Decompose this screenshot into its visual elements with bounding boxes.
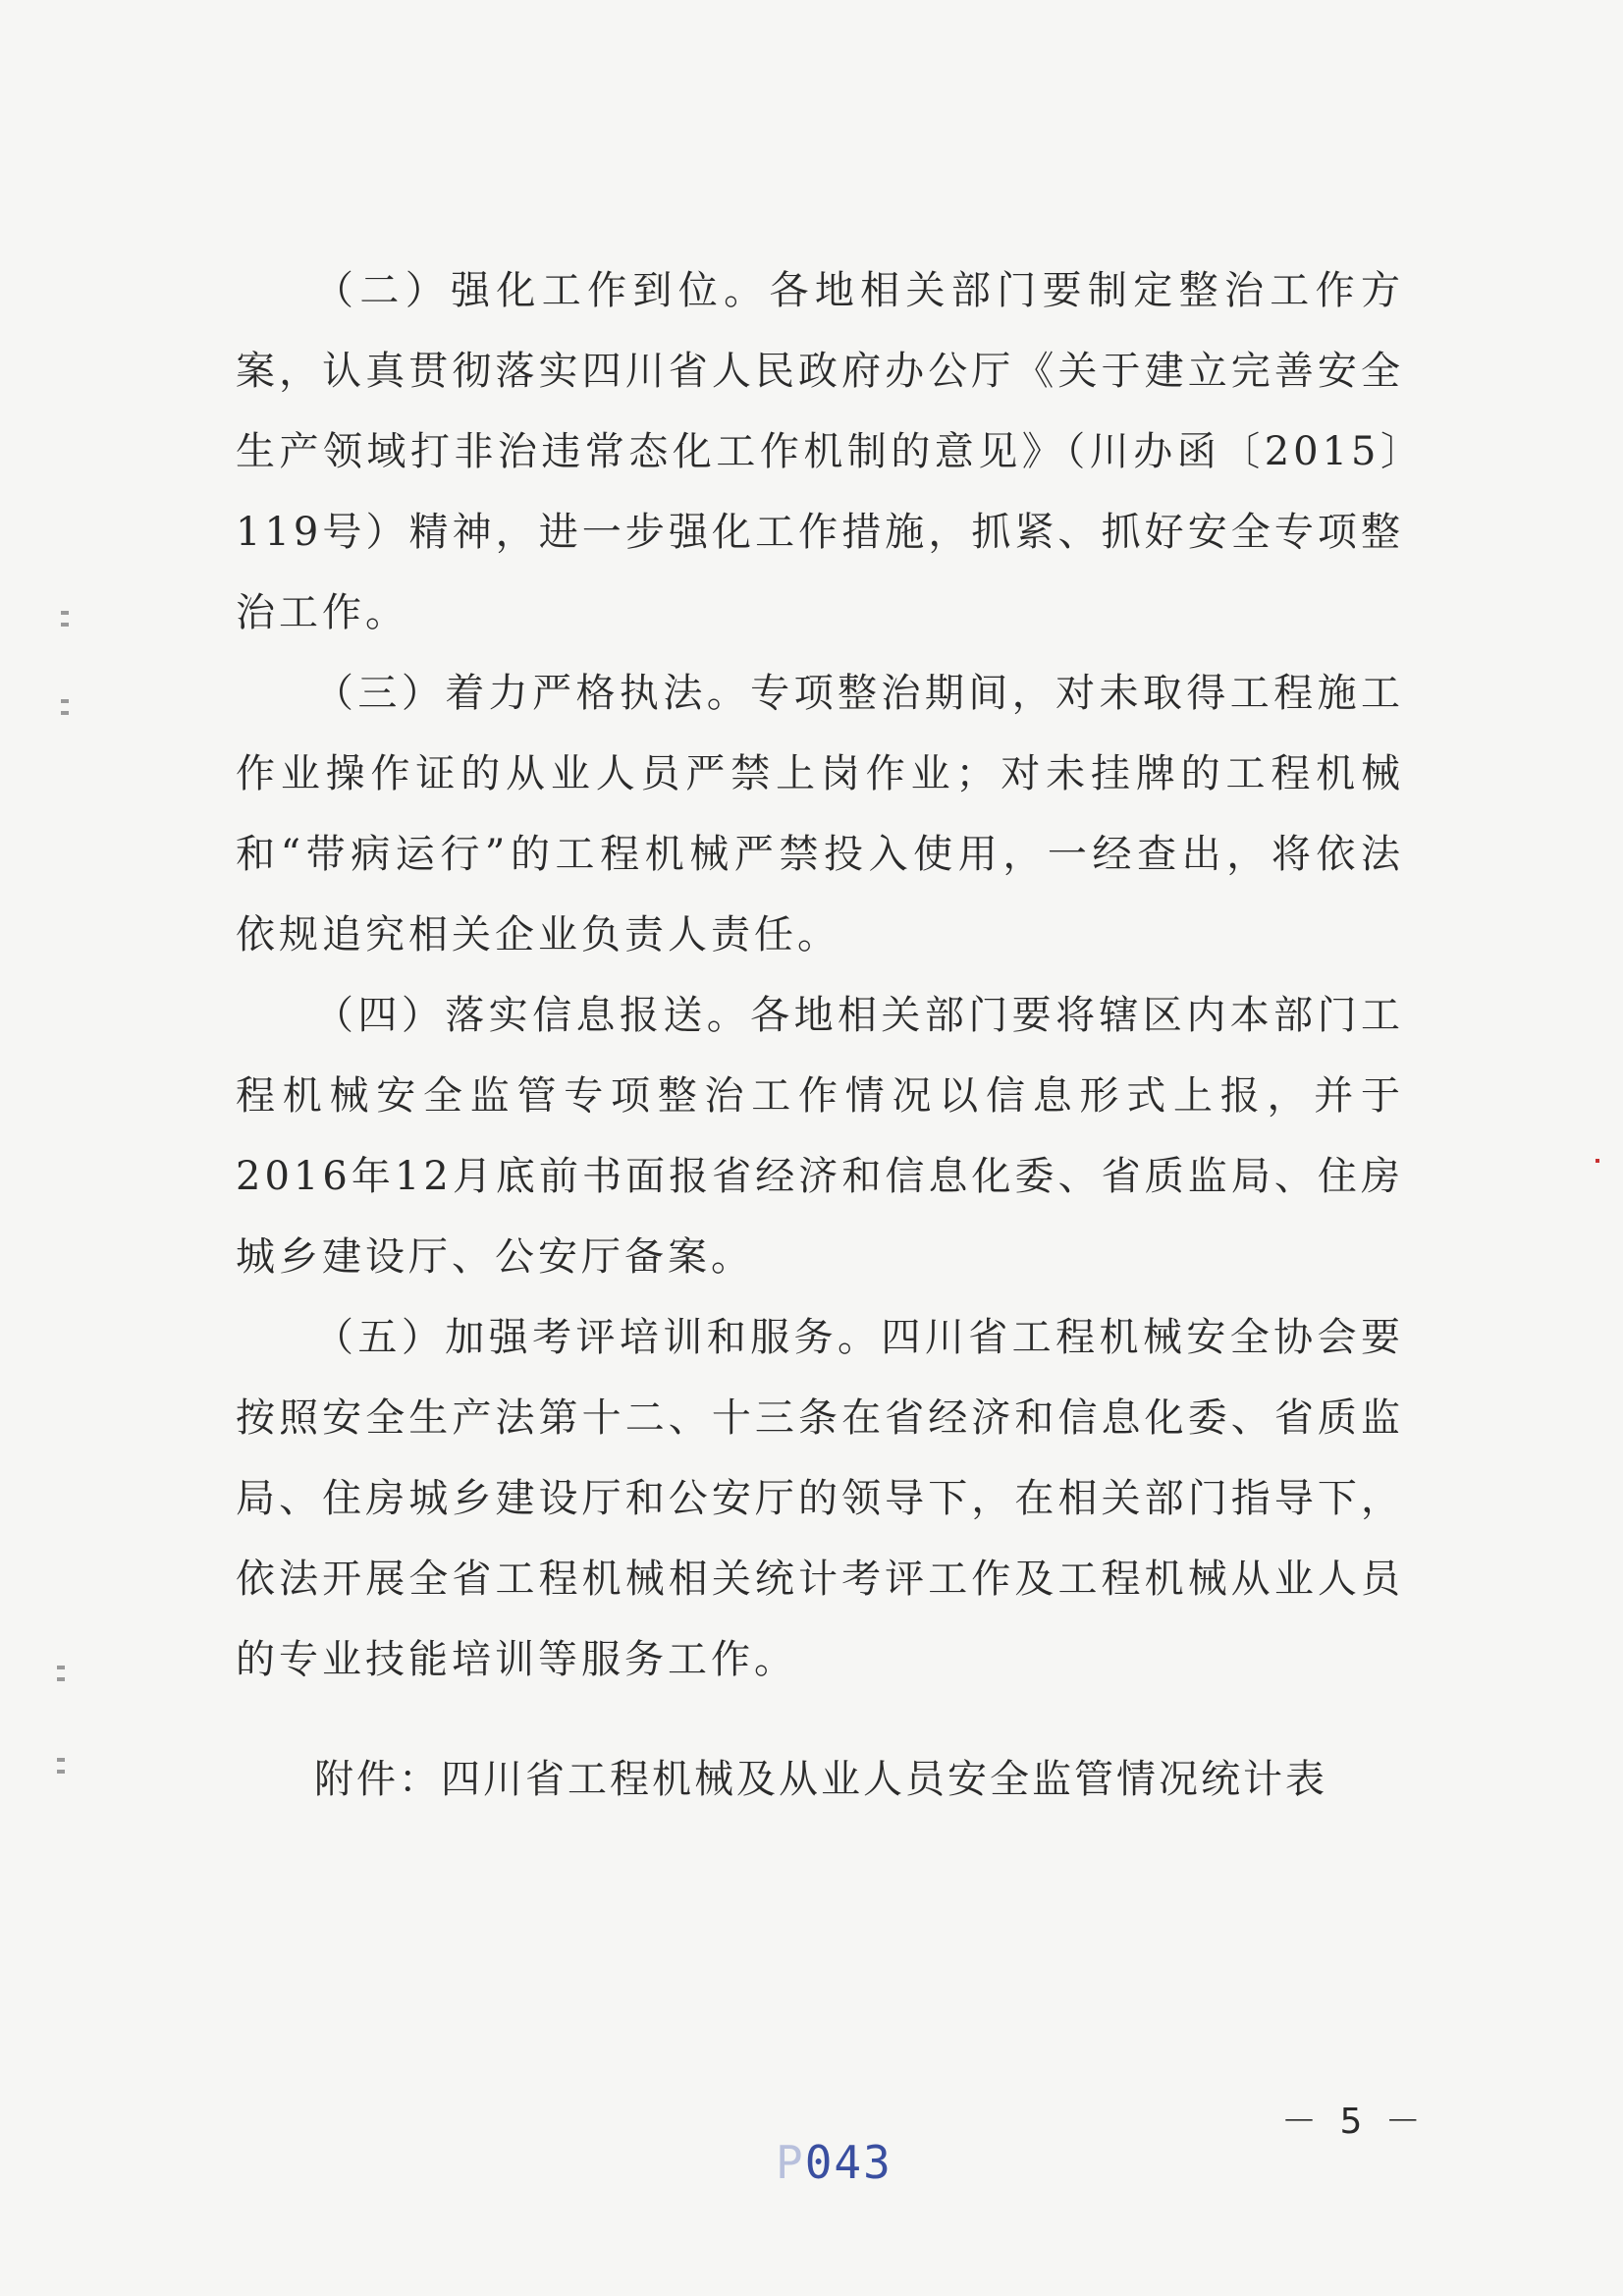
binding-hole-mark xyxy=(61,611,69,615)
paragraph-3 xyxy=(236,653,1404,975)
paragraph-body: 各地相关部门要制定整治工作方案，认真贯彻落实四川省人民政府办公厅《关于建立完善安全生产领域打非治违常态化工作机制的意见》（川办函〔2015〕119号）精神，进一步强化工作措施，抓紧、抓好安全专项整治工作。 xyxy=(236,268,1405,635)
page-number: － 5 － xyxy=(1281,2102,1427,2142)
paragraph-heading: （五）加强考评培训和服务。 xyxy=(314,1315,882,1360)
binding-hole-mark xyxy=(61,711,69,715)
paragraph-body: 四川省工程机械安全协会要按照安全生产法第十二、十三条在省经济和信息化委、省质监局、住房城乡建设厅和公安厅的领导下，在相关部门指导下，依法开展全省工程机械相关统计考评工作及工程机械从业人员的专业技能培训等服务工作。 xyxy=(236,1315,1405,1682)
stamp-prefix: P xyxy=(776,2136,805,2189)
binding-hole-mark xyxy=(57,1666,65,1669)
archive-stamp-number xyxy=(776,2136,893,2189)
attachment-note: 附件：四川省工程机械及从业人员安全监管情况统计表 xyxy=(314,1757,1327,1802)
paragraph-heading: （二）强化工作到位。 xyxy=(314,268,770,313)
paragraph-4 xyxy=(236,975,1404,1297)
paragraph-2 xyxy=(236,250,1404,653)
binding-hole-mark xyxy=(57,1770,65,1774)
paragraph-5 xyxy=(236,1297,1404,1700)
stamp-digits: 043 xyxy=(804,2136,893,2189)
paragraph-heading: （三）着力严格执法。 xyxy=(314,671,751,716)
binding-hole-mark xyxy=(57,1758,65,1762)
paragraph-heading: （四）落实信息报送。 xyxy=(314,993,751,1038)
binding-hole-mark xyxy=(61,623,69,627)
binding-hole-mark xyxy=(61,699,69,703)
scan-speck xyxy=(1596,1159,1599,1163)
binding-hole-mark xyxy=(57,1677,65,1681)
paragraph-body: 专项整治期间，对未取得工程施工作业操作证的从业人员严禁上岗作业；对未挂牌的工程机械和“带病运行”的工程机械严禁投入使用，一经查出，将依法依规追究相关企业负责人责任。 xyxy=(236,671,1405,957)
paragraph-body: 各地相关部门要将辖区内本部门工程机械安全监管专项整治工作情况以信息形式上报，并于2016年12月底前书面报省经济和信息化委、省质监局、住房城乡建设厅、公安厅备案。 xyxy=(236,993,1405,1280)
body-text xyxy=(236,250,1404,1700)
